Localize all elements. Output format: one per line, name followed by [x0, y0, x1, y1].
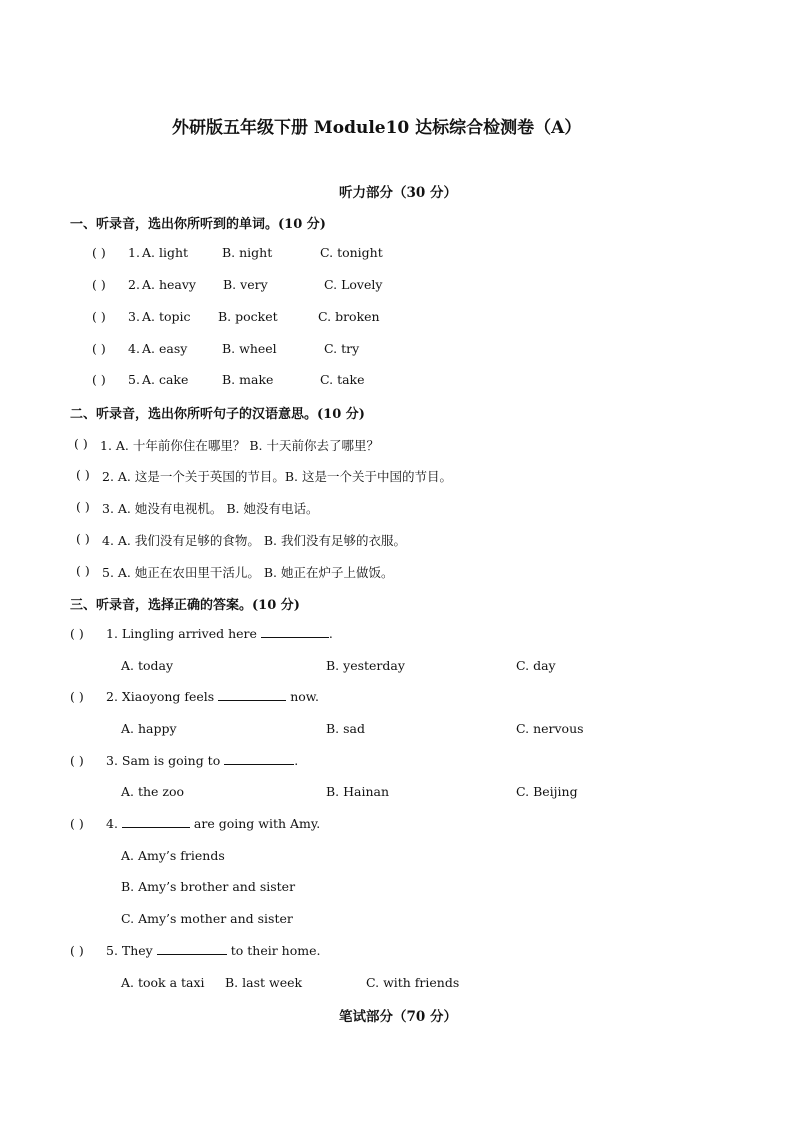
answer-paren[interactable]: ( ) — [92, 372, 106, 387]
question-text — [106, 943, 320, 958]
option-c: C. broken — [318, 309, 380, 324]
option-c: C. try — [324, 341, 360, 356]
answer-paren[interactable]: ( ) — [92, 341, 106, 356]
question-suffix: now. — [290, 689, 319, 704]
option-c: C. tonight — [320, 245, 383, 260]
option-c: C. Amy’s mother and sister — [121, 911, 293, 926]
option-b: B. pocket — [218, 309, 278, 324]
option-b: B. wheel — [222, 341, 277, 356]
option-c: C. day — [516, 658, 556, 673]
option-b: B. very — [223, 277, 268, 292]
option-b: B. yesterday — [326, 658, 405, 673]
option-a: A. easy — [142, 341, 188, 356]
answer-blank[interactable] — [224, 753, 294, 765]
answer-paren[interactable]: ( ) — [76, 499, 90, 514]
section2-heading: 二、听录音，选出你所听句子的汉语意思。(10 分) — [70, 407, 365, 422]
item-number: 5. — [128, 372, 140, 387]
question-text — [106, 816, 320, 831]
item-text: 3. A. 她没有电视机。 B. 她没有电话。 — [102, 501, 319, 516]
written-part-heading: 笔试部分（70 分） — [339, 1009, 457, 1025]
option-a: A. Amy’s friends — [121, 848, 225, 863]
question-prefix: 4. — [106, 816, 118, 831]
option-c: C. with friends — [366, 975, 460, 990]
option-b: B. Amy’s brother and sister — [121, 879, 296, 894]
answer-paren[interactable]: ( ) — [76, 563, 90, 578]
item-text: 2. A. 这是一个关于英国的节目。B. 这是一个关于中国的节目。 — [102, 469, 453, 484]
option-b: B. night — [222, 245, 273, 260]
option-a: A. happy — [121, 721, 177, 736]
option-a: A. heavy — [142, 277, 196, 292]
option-b: B. Hainan — [326, 784, 390, 799]
item-number: 4. — [128, 341, 140, 356]
item-number: 1. — [128, 245, 140, 260]
item-number: 3. — [128, 309, 140, 324]
option-b: B. sad — [326, 721, 366, 736]
question-suffix: . — [328, 626, 333, 641]
question-suffix: . — [294, 753, 299, 768]
option-c: C. nervous — [516, 721, 584, 736]
question-prefix: 5. They — [106, 943, 153, 958]
answer-paren[interactable]: ( ) — [70, 689, 84, 704]
item-text: 5. A. 她正在农田里干活儿。 B. 她正在炉子上做饭。 — [102, 565, 394, 580]
question-prefix: 2. Xiaoyong feels — [106, 689, 215, 704]
question-suffix: to their home. — [230, 943, 321, 958]
option-a: A. the zoo — [121, 784, 185, 799]
question-prefix: 1. Lingling arrived here — [106, 626, 257, 641]
answer-paren[interactable]: ( ) — [92, 277, 106, 292]
question-text — [106, 689, 319, 704]
option-c: C. Lovely — [324, 277, 383, 292]
option-a: A. took a taxi — [121, 975, 205, 990]
item-text: 4. A. 我们没有足够的食物。 B. 我们没有足够的衣服。 — [102, 533, 406, 548]
listening-part-heading: 听力部分（30 分） — [339, 185, 457, 201]
answer-paren[interactable]: ( ) — [76, 531, 90, 546]
option-b: B. last week — [225, 975, 303, 990]
answer-paren[interactable]: ( ) — [70, 626, 84, 641]
section3-heading: 三、听录音，选择正确的答案。(10 分) — [70, 598, 300, 613]
question-text — [106, 753, 298, 768]
answer-paren[interactable]: ( ) — [70, 943, 84, 958]
answer-blank[interactable] — [157, 943, 227, 955]
option-a: A. topic — [142, 309, 191, 324]
answer-blank[interactable] — [122, 816, 190, 828]
question-prefix: 3. Sam is going to — [106, 753, 221, 768]
option-b: B. make — [222, 372, 274, 387]
option-a: A. light — [142, 245, 189, 260]
question-text — [106, 626, 333, 641]
page-title: 外研版五年级下册 Module10 达标综合检测卷（A） — [172, 118, 582, 138]
answer-paren[interactable]: ( ) — [92, 245, 106, 260]
answer-paren[interactable]: ( ) — [70, 753, 84, 768]
item-text: 1. A. 十年前你住在哪里？ B. 十天前你去了哪里？ — [100, 438, 379, 453]
answer-paren[interactable]: ( ) — [70, 816, 84, 831]
option-a: A. cake — [142, 372, 189, 387]
answer-paren[interactable]: ( ) — [74, 436, 88, 451]
section1-heading: 一、听录音，选出你所听到的单词。(10 分) — [70, 217, 326, 232]
answer-paren[interactable]: ( ) — [76, 467, 90, 482]
option-a: A. today — [121, 658, 174, 673]
option-c: C. Beijing — [516, 784, 578, 799]
item-number: 2. — [128, 277, 140, 292]
answer-paren[interactable]: ( ) — [92, 309, 106, 324]
answer-blank[interactable] — [261, 626, 329, 638]
answer-blank[interactable] — [218, 689, 286, 701]
question-suffix: are going with Amy. — [193, 816, 321, 831]
option-c: C. take — [320, 372, 365, 387]
